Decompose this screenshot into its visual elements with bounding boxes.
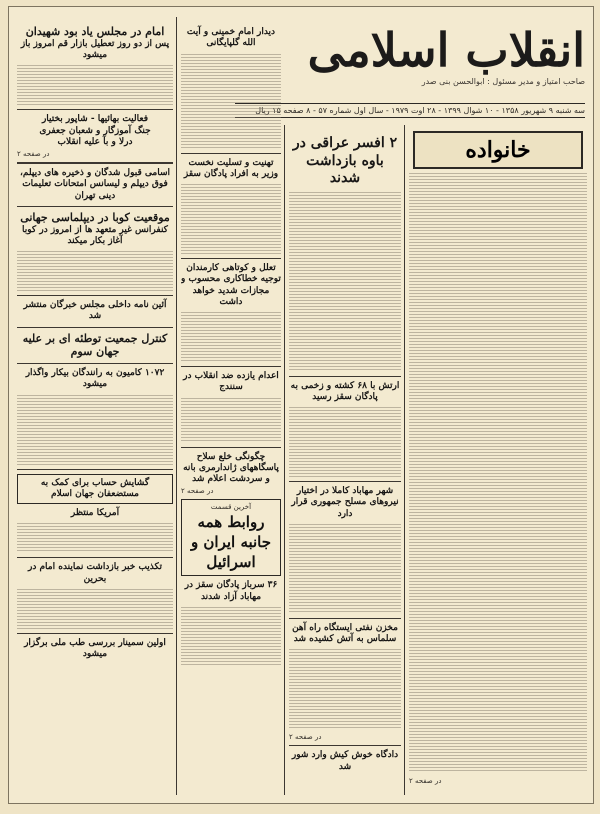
headline-population-control: کنترل جمعیت توطئه ای بر علیه جهان سوم [22, 331, 168, 359]
article-body [181, 607, 281, 667]
masthead-tagline: صاحب امتیاز و مدیر مسئول : ابوالحسن بنی صدر [421, 77, 585, 86]
divider [181, 366, 281, 367]
headline-army-saqqez: ارتش با ۶۸ کشته و زخمی به پادگان سقز رسید [290, 380, 400, 402]
subhead-jafari: جنگ آموزگار و شعبان جعفری [39, 125, 151, 136]
article-body [181, 398, 281, 443]
divider [181, 153, 281, 154]
divider [289, 481, 401, 482]
notice-box [17, 474, 173, 505]
masthead-title: انقلاب اسلامی [307, 23, 585, 77]
article-body [17, 251, 173, 291]
divider [289, 618, 401, 619]
column-rule [404, 125, 405, 795]
headline-mahabad: شهر مهاباد کاملا در اختیار نیروهای مسلح جمهوری قرار دارد [291, 486, 399, 519]
newspaper-page [8, 6, 594, 804]
news-column-middle [181, 21, 281, 797]
divider [17, 206, 173, 207]
article-body [181, 54, 281, 149]
divider [17, 327, 173, 328]
editorial-column [409, 127, 587, 797]
divider [17, 162, 173, 164]
divider [17, 295, 173, 296]
headline-sanandaj: اعدام یازده ضد انقلاب در سنندج [183, 371, 279, 393]
headline-bakhtiar: فعالیت بهائیها - شاپور بختیار [41, 114, 149, 125]
headline-imam-memorial: امام در مجلس یاد بود شهیدان [25, 25, 165, 38]
headline-court: دادگاه خوش کیش وارد شور شد [291, 750, 399, 772]
masthead [235, 25, 585, 99]
editorial-body [409, 173, 587, 773]
article-body [289, 407, 401, 477]
divider [17, 557, 173, 558]
headline-america: آمریکا منتظر [70, 508, 120, 518]
divider [181, 447, 281, 448]
subhead-qom-bazaar: پس از دو روز تعطیل بازار قم امروز باز میشود [20, 38, 170, 60]
headline-soldiers-freed: ۳۶ سرباز پادگان سقز در مهاباد آزاد شدند [184, 580, 278, 602]
headline-bahrain: تکذیب خبر بازداشت نماینده امام در بحرین [27, 562, 163, 584]
headline-khomeini-meeting: دیدار امام خمینی و آیت الله گلپایگانی [186, 27, 276, 49]
editorial-title-box [413, 131, 583, 169]
article-body [289, 192, 401, 372]
column-rule [284, 125, 285, 795]
divider [17, 633, 173, 634]
article-body [17, 523, 173, 553]
feature-kicker: آخرین قسمت [210, 503, 252, 512]
article-body [17, 65, 173, 105]
feature-box [181, 499, 281, 576]
headline-disarm: چگونگی خلع سلاح پاسگاههای ژاندارمری بانه و سردشت اعلام شد [183, 451, 279, 484]
editorial-title: خانواده [465, 137, 531, 163]
divider [17, 363, 173, 364]
subhead-revolution: درلا و بآ علیه انقلاب [57, 136, 133, 147]
article-body [17, 395, 173, 465]
news-column-right [289, 127, 401, 797]
article-body [17, 589, 173, 629]
headline-exam-results: اسامی قبول شدگان و ذخیره های دیپلم، فوق دیپلم و لیسانس امتحانات تعلیمات دینی تهران [20, 168, 170, 201]
headline-medicine-seminar: اولین سمینار بررسی طب ملی برگزار میشود [24, 637, 166, 659]
divider [17, 109, 173, 110]
article-body [289, 524, 401, 614]
subhead-cuba-conference: کنفرانس غیر متعهد ها از امروز در کوبا آغاز بکار میکند [22, 224, 168, 246]
divider [17, 469, 173, 470]
headline-assembly-rules: آئین نامه داخلی مجلس خبرگان منتشر شد [23, 300, 167, 322]
feature-israel: روابط همه جانبه ایران و اسرائیل [190, 513, 272, 572]
issue-line: سه شنبه ۹ شهریور ۱۳۵۸ - ۱۰ شوال ۱۳۹۹ - ۲۸ اوت ۱۹۷۹ - سال اول شماره ۵۷ - ۸ صفحه ۱۵ ریال [235, 103, 585, 118]
headline-employees: تعلل و کوتاهی کارمندان توجیه خطاکاری محسوب و مجازات شدید خواهد داشت [181, 263, 281, 307]
divider [289, 376, 401, 377]
article-continued: در صفحه ۲ [181, 487, 214, 496]
headline-trucks: ۱۰۷۲ کامیون به رانندگان بیکار واگذار میشود [25, 368, 165, 390]
divider [289, 745, 401, 746]
headline-cuba: موقعیت کوبا در دیپلماسی جهانی [20, 210, 170, 224]
article-body [289, 649, 401, 729]
divider [181, 258, 281, 259]
headline-iraqi-officers: ۲ افسر عراقی در باوه بازداشت شدند [292, 135, 398, 186]
article-body [181, 312, 281, 362]
article-continued: در صفحه ۲ [289, 733, 322, 742]
headline-pm-condolence: تهنیت و تسلیت نخست وزیر به افراد پادگان سقز [183, 157, 279, 179]
news-column-left [17, 21, 173, 797]
headline-account: گشایش حساب برای کمک به مستضعفان جهان اسلام [40, 477, 150, 499]
article-body [181, 184, 281, 254]
column-rule [176, 17, 177, 795]
article-continued: در صفحه ۲ [17, 150, 50, 158]
editorial-continued: در صفحه ۲ [409, 777, 442, 785]
headline-salmas-fire: مخزن نفتی ایستگاه راه آهن سلماس به آتش کشیده شد [292, 622, 398, 644]
